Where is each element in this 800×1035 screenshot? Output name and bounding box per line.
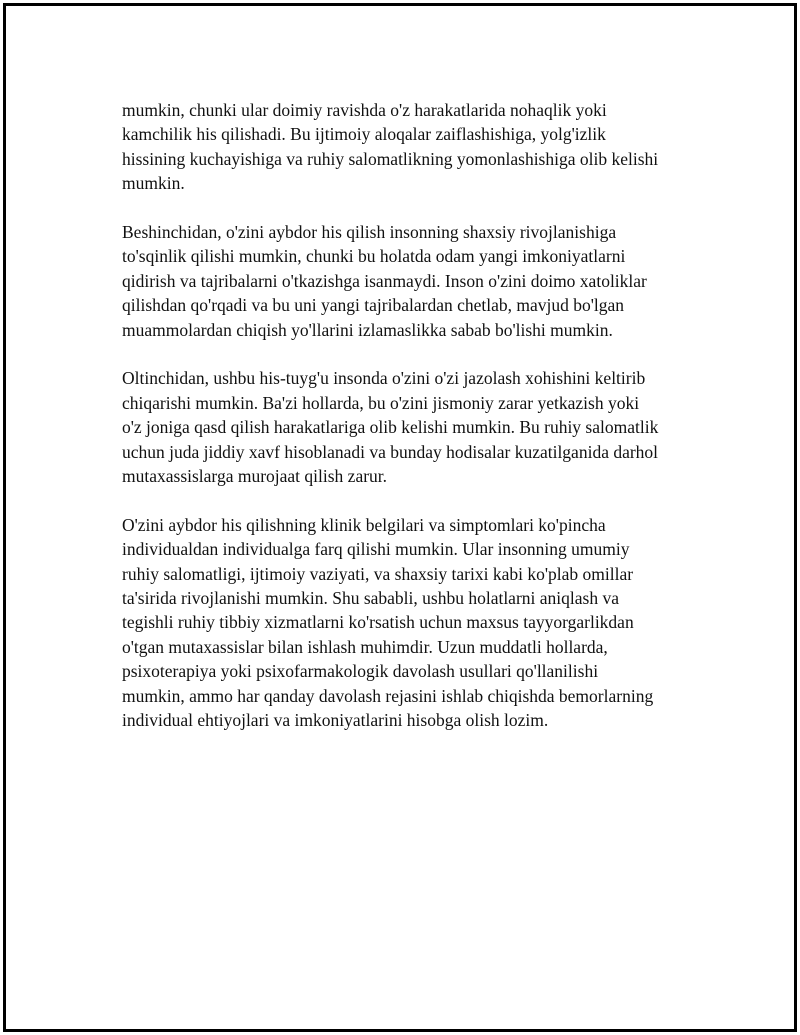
text-line: mutaxassislarga murojaat qilish zarur. bbox=[122, 466, 388, 487]
page-body bbox=[122, 98, 702, 733]
text-line: chiqarishi mumkin. Ba'zi hollarda, bu o'zini jismoniy zarar yetkazish yoki bbox=[122, 392, 640, 413]
text-line: muammolardan chiqish yo'llarini izlamaslikka sabab bo'lishi mumkin. bbox=[122, 319, 613, 340]
paragraph-2 bbox=[122, 220, 702, 342]
text-line: mumkin, chunki ular doimiy ravishda o'z harakatlarida nohaqlik yoki bbox=[122, 100, 607, 120]
text-line: individualdan individualga farq qilishi mumkin. Ular insonning umumiy bbox=[122, 539, 630, 560]
text-line: ta'sirida rivojlanishi mumkin. Shu sababli, ushbu holatlarni aniqlash va bbox=[122, 588, 619, 609]
text-line: mumkin, ammo har qanday davolash rejasini ishlab chiqishda bemorlarning bbox=[122, 685, 654, 706]
text-line: qidirish va tajribalarni o'tkazishga isanmaydi. Inson o'zini doimo xatoliklar bbox=[122, 270, 647, 291]
paragraph-1 bbox=[122, 98, 702, 196]
text-line: O'zini aybdor his qilishning klinik belgilari va simptomlari ko'pincha bbox=[122, 514, 606, 535]
paragraph-3 bbox=[122, 366, 702, 488]
text-line: mumkin. bbox=[122, 173, 185, 194]
text-line: Oltinchidan, ushbu his-tuyg'u insonda o'zini o'zi jazolash xohishini keltirib bbox=[122, 368, 646, 389]
paragraph-4 bbox=[122, 513, 702, 733]
text-line: hissining kuchayishiga va ruhiy salomatlikning yomonlashishiga olib kelishi bbox=[122, 148, 659, 169]
text-line: qilishdan qo'rqadi va bu uni yangi tajribalardan chetlab, mavjud bo'lgan bbox=[122, 295, 625, 316]
text-line: psixoterapiya yoki psixofarmakologik davolash usullari qo'llanilishi bbox=[122, 661, 599, 682]
text-line: uchun juda jiddiy xavf hisoblanadi va bunday hodisalar kuzatilganida darhol bbox=[122, 441, 659, 462]
text-line: o'z joniga qasd qilish harakatlariga olib kelishi mumkin. Bu ruhiy salomatlik bbox=[122, 417, 659, 438]
text-line: Beshinchidan, o'zini aybdor his qilish insonning shaxsiy rivojlanishiga bbox=[122, 222, 617, 243]
text-line: to'sqinlik qilishi mumkin, chunki bu holatda odam yangi imkoniyatlarni bbox=[122, 246, 626, 267]
text-line: o'tgan mutaxassislar bilan ishlash muhimdir. Uzun muddatli hollarda, bbox=[122, 636, 608, 657]
text-line: individual ehtiyojlari va imkoniyatlarini hisobga olish lozim. bbox=[122, 710, 549, 731]
page-frame bbox=[3, 3, 797, 1032]
text-line: ruhiy salomatligi, ijtimoiy vaziyati, va shaxsiy tarixi kabi ko'plab omillar bbox=[122, 563, 634, 584]
text-line: tegishli ruhiy tibbiy xizmatlarni ko'rsatish uchun maxsus tayyorgarlikdan bbox=[122, 612, 634, 633]
text-line: kamchilik his qilishadi. Bu ijtimoiy aloqalar zaiflashishiga, yolg'izlik bbox=[122, 124, 606, 145]
